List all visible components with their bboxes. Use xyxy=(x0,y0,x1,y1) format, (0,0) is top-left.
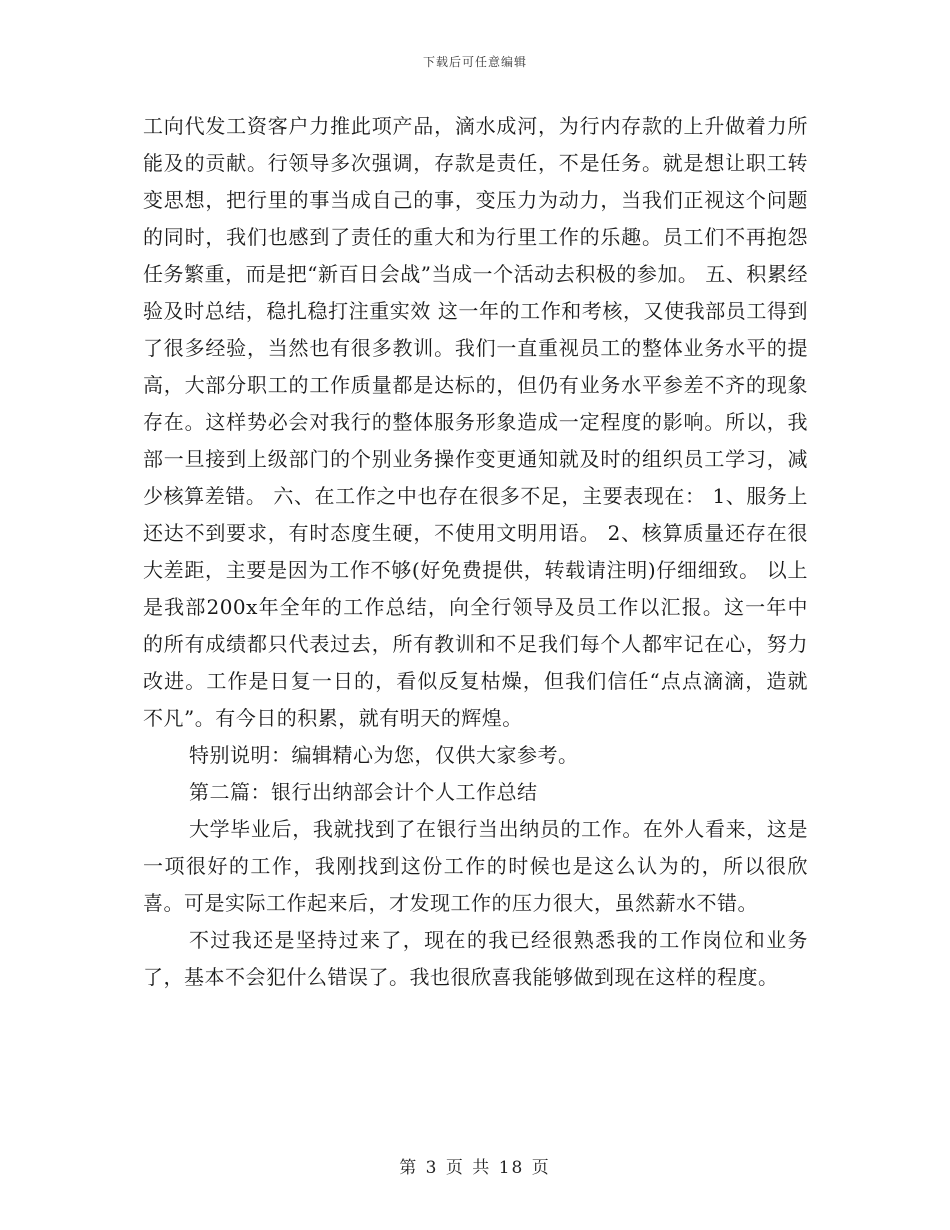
paragraph-persistence: 不过我还是坚持过来了，现在的我已经很熟悉我的工作岗位和业务了，基本不会犯什么错误了。我也很欣喜我能够做到现在这样的程度。 xyxy=(143,928,808,989)
page-number: 第 3 页 共 18 页 xyxy=(399,1158,551,1178)
paragraph-special-note: 特别说明：编辑精心为您，仅供大家参考。 xyxy=(189,743,579,767)
page-header: 下载后可任意编辑 xyxy=(422,55,527,69)
paragraph-section-title: 第二篇：银行出纳部会计个人工作总结 xyxy=(189,780,538,804)
paragraph-intro: 大学毕业后，我就找到了在银行当出纳员的工作。在外人看来，这是一项很好的工作，我刚找到这份工作的时候也是这么认为的，所以很欣喜。可是实际工作起来后，才发现工作的压力很大，虽然薪水不错。 xyxy=(143,817,808,915)
paragraph-continuation: 工向代发工资客户力推此项产品，滴水成河，为行内存款的上升做着力所能及的贡献。行领导多次强调，存款是责任，不是任务。就是想让职工转变思想，把行里的事当成自己的事，变压力为动力，当我们正视这个问题的同时，我们也感到了责任的重大和为行里工作的乐趣。员工们不再抱怨任务繁重，而是把“新百日会战”当成一个活动去积极的参加。 五、积累经验及时总结，稳扎稳打注重实效 这一年的工作和考核，又使我部员工得到了很多经验，当然也有很多教训。我们一直重视员工的整体业务水平的提高，大部分职工的工作质量都是达标的，但仍有业务水平参差不齐的现象存在。这样势必会对我行的整体服务形象造成一定程度的影响。所以，我部一旦接到上级部门的个别业务操作变更通知就及时的组织员工学习，减少核算差错。 六、在工作之中也存在很多不足，主要表现在： 1、服务上还达不到要求，有时态度生硬，不使用文明用语。 2、核算质量还存在很大差距，主要是因为工作不够(好免费提供，转载请注明)仔细细致。 以上是我部200x年全年的工作总结，向全行领导及员工作以汇报。这一年中的所有成绩都只代表过去，所有教训和不足我们每个人都牢记在心，努力改进。工作是日复一日的，看似反复枯燥，但我们信任“点点滴滴，造就不凡”。有今日的积累，就有明天的辉煌。 xyxy=(143,114,808,730)
document-body xyxy=(143,108,808,996)
